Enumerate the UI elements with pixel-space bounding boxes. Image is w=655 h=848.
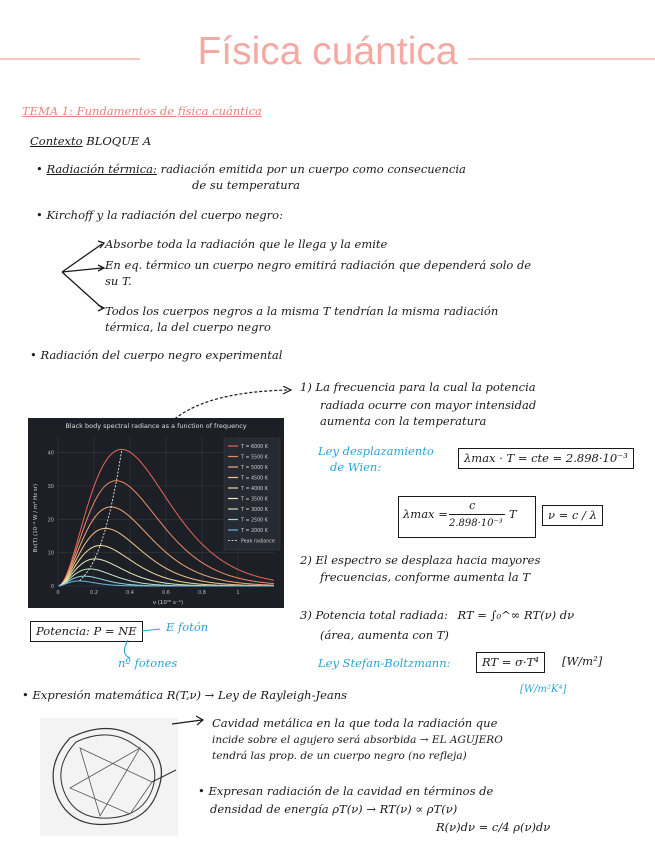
legend-label: T = 3000 K — [241, 508, 268, 513]
y-tick-label: 20 — [47, 517, 54, 524]
potencia-n-label: nº fotones — [118, 656, 178, 670]
x-tick-label: 0.4 — [126, 590, 134, 596]
point2-line2: frecuencias, conforme aumenta la T — [320, 570, 530, 584]
y-tick-label: 30 — [47, 484, 54, 490]
legend-label: T = 3500 K — [241, 497, 268, 503]
stefan-label: Ley Stefan-Boltzmann: — [318, 656, 451, 670]
legend-label: T = 5500 K — [241, 455, 268, 461]
lambda-max-lhs: λmax = — [403, 507, 448, 521]
bullet-rayleigh: • Expresión matemática R(T,ν) → Ley de Rayleigh-Jeans — [22, 688, 348, 702]
bullet2-item2b: su T. — [105, 274, 132, 288]
wien-formula-box: λmax · T = cte = 2.898·10⁻³ — [458, 448, 634, 469]
point3-num: 3) — [300, 608, 312, 622]
point2-num: 2) — [300, 553, 312, 567]
point3-integral: RT = ∫₀^∞ RT(ν) dν — [457, 608, 575, 622]
legend-label: T = 6000 K — [241, 445, 268, 450]
point1 — [300, 380, 536, 395]
cavity-line2: incide sobre el agujero será absorbida → EL AGUJERO — [212, 734, 503, 746]
chart-xlabel: ν (10¹⁵ s⁻¹) — [152, 600, 184, 606]
bullet2-item1: Absorbe toda la radiación que le llega y la emite — [105, 237, 388, 251]
potencia-e-label: E fotón — [166, 620, 209, 634]
wien-label2: de Wien: — [330, 460, 382, 474]
cavity-line1: Cavidad metálica en la que toda la radiación que — [212, 716, 498, 730]
cavity-sketch — [40, 718, 178, 836]
lambda-max-num: c — [469, 498, 476, 512]
contexto-value: BLOQUE A — [86, 134, 152, 148]
blackbody-chart — [28, 418, 284, 608]
cavity-arrow — [170, 714, 210, 734]
x-tick-label: 0.2 — [90, 590, 98, 596]
lambda-max-box — [398, 496, 536, 538]
legend-label: T = 5000 K — [241, 466, 268, 471]
legend-label-peak: Peak radiance — [241, 539, 275, 545]
point1-line1: La frecuencia para la cual la potencia — [315, 380, 536, 394]
bullet1-line1: radiación emitida por un cuerpo como consecuencia — [160, 162, 466, 176]
legend-label: T = 4000 K — [241, 487, 268, 492]
potencia-arrows — [100, 624, 170, 664]
chart-ylabel: Bν(T) (10⁻⁹ W / m² Hz sr) — [33, 483, 39, 553]
point1-num: 1) — [300, 380, 312, 394]
x-tick-label: 0 — [56, 590, 60, 596]
point1-line3: aumenta con la temperatura — [320, 414, 487, 428]
wien-label1: Ley desplazamiento — [318, 444, 434, 458]
contexto-label: Contexto — [30, 134, 83, 148]
branch-arrows — [58, 236, 108, 316]
chart-title: Black body spectral radiance as a function of frequency — [65, 422, 247, 430]
chart-legend — [224, 438, 280, 550]
y-tick-label: 40 — [47, 450, 54, 457]
point3-line1: Potencia total radiada: — [315, 608, 448, 622]
stefan-formula-box: RT = σ·T⁴ — [476, 652, 545, 673]
stefan-units: [W/m²] — [562, 654, 603, 668]
y-tick-label: 0 — [50, 584, 54, 590]
cavity-line3: tendrá las prop. de un cuerpo negro (no refleja) — [212, 750, 467, 762]
x-tick-label: 1 — [236, 590, 240, 596]
legend-label: T = 2500 K — [241, 518, 268, 524]
bullet-experimental: • Radiación del cuerpo negro experimental — [30, 348, 283, 362]
bullet5-line3: R(ν)dν = c/4 ρ(ν)dν — [436, 820, 551, 834]
fraction-bar — [449, 514, 505, 515]
bullet3-heading: Radiación del cuerpo negro experimental — [40, 348, 283, 362]
tema-heading: TEMA 1: Fundamentos de física cuántica — [22, 104, 262, 118]
bullet-kirchoff: • Kirchoff y la radiación del cuerpo negro: — [36, 208, 283, 222]
point2-line1: El espectro se desplaza hacia mayores — [315, 553, 541, 567]
bullet2-item3b: térmica, la del cuerpo negro — [105, 320, 271, 334]
point2 — [300, 553, 540, 568]
point3-line2: (área, aumenta con T) — [320, 628, 449, 642]
bullet5-line1: Expresan radiación de la cavidad en términos de — [208, 784, 494, 798]
stefan-sigma-units: [W/m²K⁴] — [520, 684, 567, 695]
lambda-max-den: 2.898·10⁻³ — [449, 518, 503, 529]
lambda-max-T: T — [509, 507, 517, 521]
chart-svg — [28, 418, 284, 608]
point3 — [300, 608, 574, 623]
chart-ticks — [48, 451, 240, 596]
y-tick-label: 10 — [47, 550, 54, 557]
legend-label: T = 2000 K — [241, 529, 268, 534]
nu-formula-box: ν = c / λ — [542, 505, 603, 526]
bullet2-heading: Kirchoff y la radiación del cuerpo negro: — [46, 208, 283, 222]
potencia-box: Potencia: P = NE — [30, 621, 143, 642]
bullet1-term: Radiación térmica: — [46, 162, 157, 176]
bullet-radiacion-termica: • Radiación térmica: radiación emitida por un cuerpo como consecuencia — [36, 162, 466, 176]
bullet5: • Expresan radiación de la cavidad en términos de — [198, 784, 494, 798]
legend-label: T = 4500 K — [241, 476, 268, 482]
contexto — [30, 134, 151, 149]
bullet2-item3a: Todos los cuerpos negros a la misma T tendrían la misma radiación — [105, 304, 499, 318]
page-title: Física cuántica — [197, 30, 458, 73]
cavity-svg — [40, 718, 178, 836]
bullet2-item2a: En eq. térmico un cuerpo negro emitirá radiación que dependerá solo de — [105, 258, 532, 272]
x-tick-label: 0.8 — [198, 590, 206, 596]
point1-line2: radiada ocurre con mayor intensidad — [320, 398, 537, 412]
bullet4-text: Expresión matemática R(T,ν) → Ley de Rayleigh-Jeans — [32, 688, 348, 702]
x-tick-label: 0.6 — [162, 590, 170, 596]
bullet1-line2: de su temperatura — [192, 178, 301, 192]
bullet5-line2: densidad de energía ρT(ν) → RT(ν) ∝ ρT(ν) — [210, 802, 458, 816]
